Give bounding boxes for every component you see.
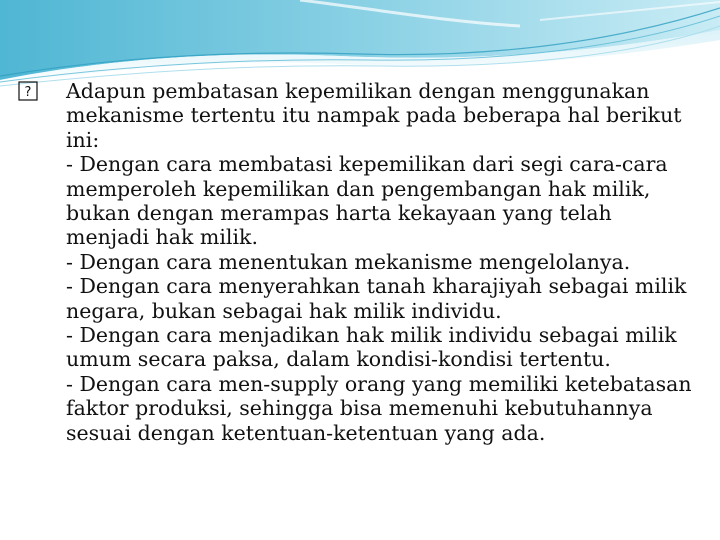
intro-paragraph xyxy=(24,79,692,152)
intro-text: Adapun pembatasan kepemilikan dengan menggunakan mekanisme tertentu itu nampak pada beberapa hal berikut ini: xyxy=(66,79,682,152)
list-item: - Dengan cara menyerahkan tanah kharajiyah sebagai milik negara, bukan sebagai hak milik individu. xyxy=(66,274,687,323)
slide-body xyxy=(24,79,692,445)
list-item: - Dengan cara membatasi kepemilikan dari segi cara-cara memperoleh kepemilikan dan pengembangan hak milik, bukan dengan merampas harta kekayaan yang telah menjadi hak milik. xyxy=(66,152,668,250)
list-item: - Dengan cara menjadikan hak milik individu sebagai milik umum secara paksa, dalam kondisi-kondisi tertentu. xyxy=(66,323,677,372)
list-item: - Dengan cara menentukan mekanisme mengelolanya. xyxy=(66,249,631,274)
replacement-char-icon xyxy=(24,81,62,101)
svg-text:?: ? xyxy=(24,85,32,100)
list-item: - Dengan cara men-supply orang yang memiliki ketebatasan faktor produksi, sehingga bisa memenuhi kebutuhannya sesuai dengan ketentuan-ketentuan yang ada. xyxy=(66,371,692,445)
